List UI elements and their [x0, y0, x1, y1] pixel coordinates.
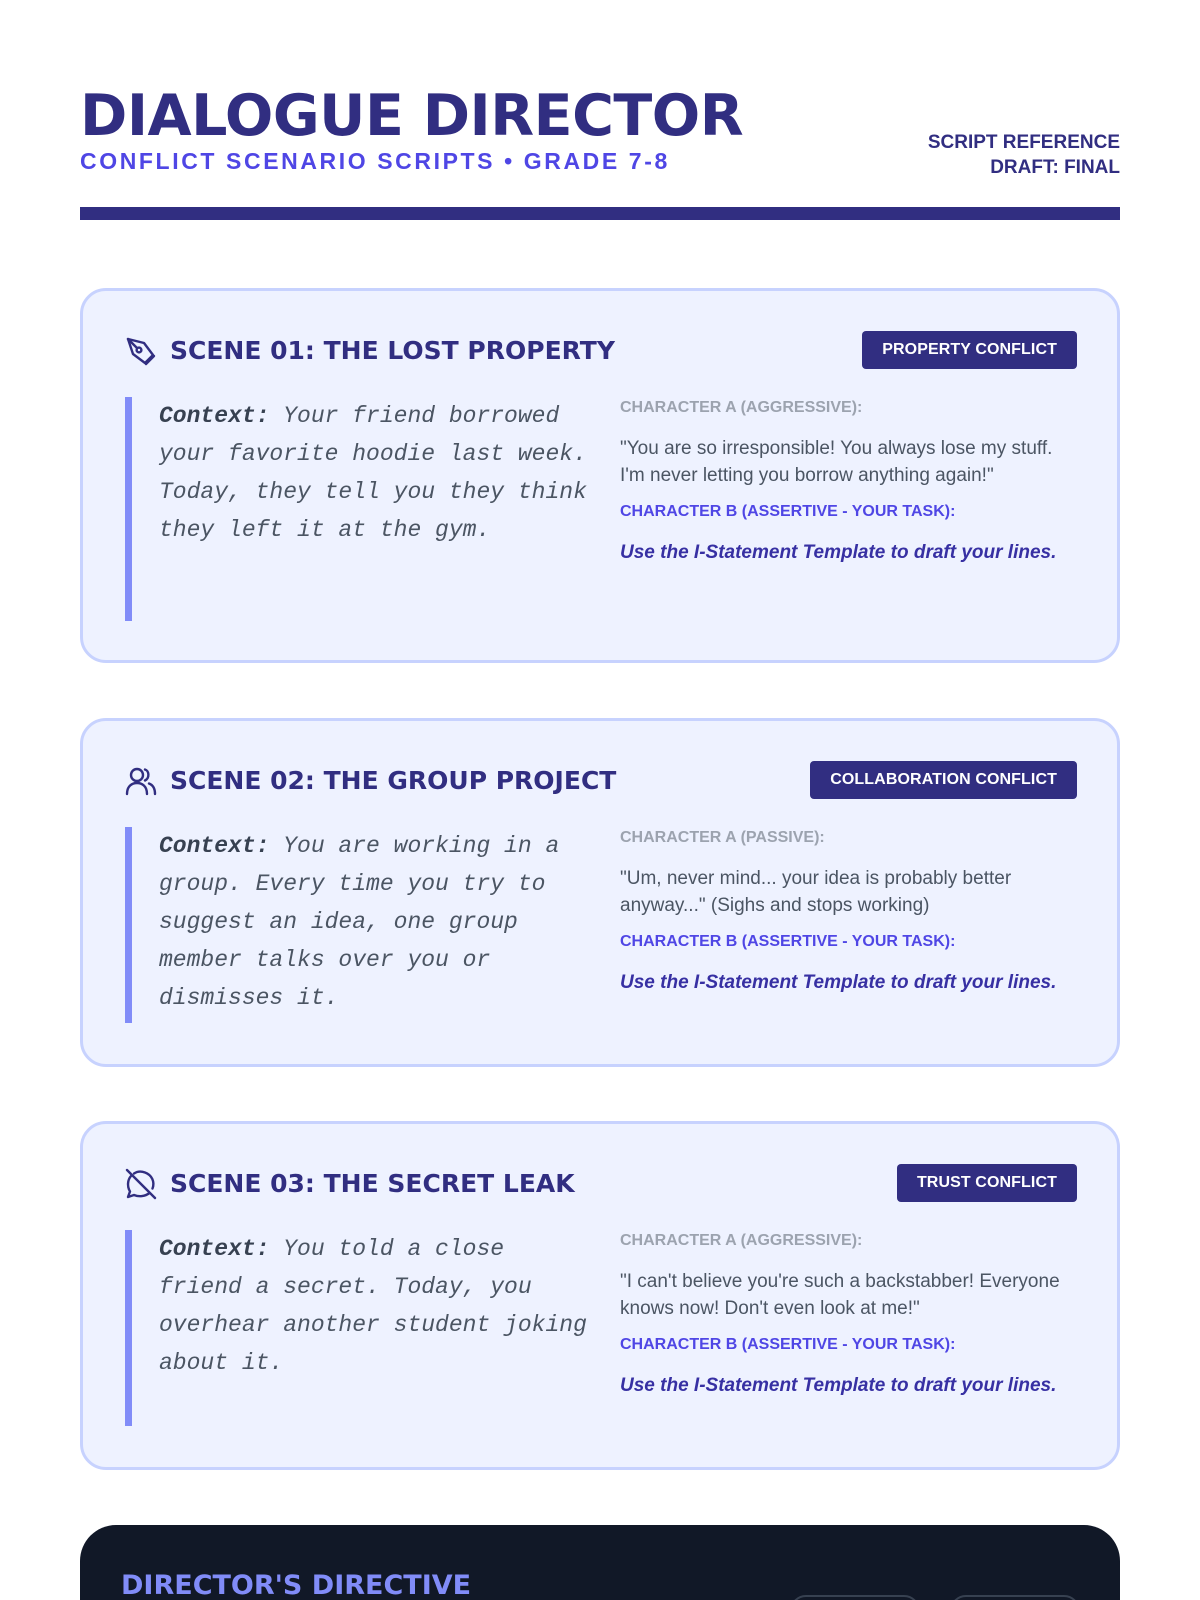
scene-card-03: [80, 1121, 1120, 1470]
context-label: Context:: [159, 403, 270, 429]
directors-directive-panel: [80, 1525, 1120, 1600]
scene-context: [125, 827, 595, 1023]
character-a-label: CHARACTER A (PASSIVE):: [620, 829, 825, 846]
character-a-label: CHARACTER A (AGGRESSIVE):: [620, 1232, 863, 1249]
character-a-label: CHARACTER A (AGGRESSIVE):: [620, 399, 863, 416]
script-reference-label: SCRIPT REFERENCE: [927, 132, 1120, 153]
scene-card-01: [80, 288, 1120, 663]
users-icon: [125, 765, 157, 797]
character-a-line: "I can't believe you're such a backstabber! Everyone knows now! Don't even look at me!": [620, 1271, 1060, 1319]
scene-title: SCENE 03: THE SECRET LEAK: [170, 1169, 575, 1198]
character-b-label: CHARACTER B (ASSERTIVE - YOUR TASK):: [620, 503, 956, 520]
script-reference: [928, 130, 1120, 180]
character-roles: [620, 827, 1080, 996]
character-b-task: Use the I-Statement Template to draft your lines.: [620, 542, 1057, 563]
header-divider: [80, 207, 1120, 220]
directive-pill: [790, 1595, 920, 1600]
context-text: You told a close friend a secret. Today, you overhear another student joking about it.: [159, 1236, 587, 1376]
character-b-task: Use the I-Statement Template to draft your lines.: [620, 972, 1057, 993]
conflict-type-badge: PROPERTY CONFLICT: [862, 331, 1077, 369]
scene-title: SCENE 01: THE LOST PROPERTY: [170, 336, 615, 365]
scene-card-02: [80, 718, 1120, 1067]
character-b-label: CHARACTER B (ASSERTIVE - YOUR TASK):: [620, 933, 956, 950]
directive-pill: [950, 1595, 1080, 1600]
scene-title: SCENE 02: THE GROUP PROJECT: [170, 766, 617, 795]
character-b-task: Use the I-Statement Template to draft your lines.: [620, 1375, 1057, 1396]
page-title: DIALOGUE DIRECTOR: [80, 83, 744, 149]
page-subtitle: CONFLICT SCENARIO SCRIPTS • GRADE 7-8: [80, 148, 670, 174]
conflict-type-badge: COLLABORATION CONFLICT: [810, 761, 1077, 799]
context-text: You are working in a group. Every time you try to suggest an idea, one group member talks over you or dismisses it.: [159, 833, 560, 1011]
draft-status: DRAFT: FINAL: [990, 157, 1120, 178]
message-off-icon: [125, 1168, 157, 1200]
character-roles: [620, 397, 1080, 566]
context-text: Your friend borrowed your favorite hoodie last week. Today, they tell you they think they left it at the gym.: [159, 403, 587, 543]
context-label: Context:: [159, 833, 270, 859]
context-label: Context:: [159, 1236, 270, 1262]
character-a-line: "You are so irresponsible! You always lose my stuff. I'm never letting you borrow anything again!": [620, 438, 1053, 486]
conflict-type-badge: TRUST CONFLICT: [897, 1164, 1077, 1202]
pen-nib-icon: [125, 335, 157, 367]
character-a-line: "Um, never mind... your idea is probably better anyway..." (Sighs and stops working): [620, 868, 1012, 916]
character-roles: [620, 1230, 1080, 1399]
scene-context: [125, 1230, 595, 1426]
directive-title: DIRECTOR'S DIRECTIVE: [121, 1570, 472, 1600]
character-b-label: CHARACTER B (ASSERTIVE - YOUR TASK):: [620, 1336, 956, 1353]
scene-context: [125, 397, 595, 621]
